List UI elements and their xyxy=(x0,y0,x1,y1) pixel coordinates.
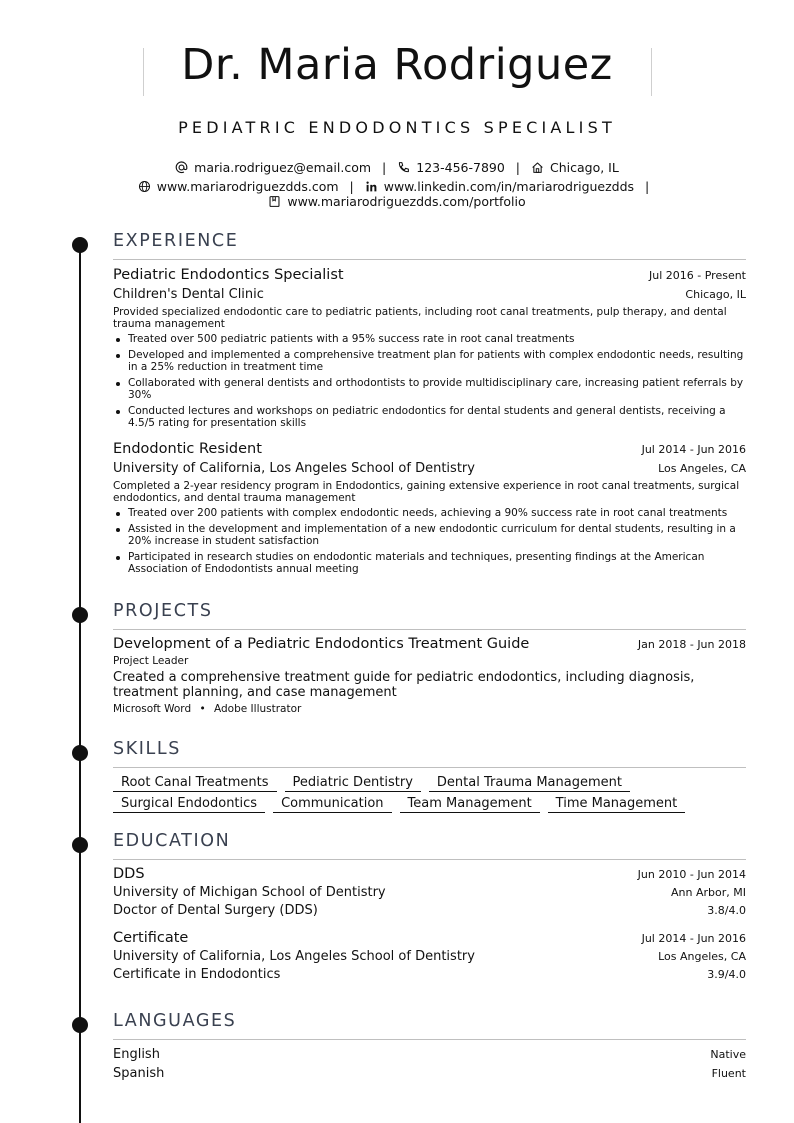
contact-row-2: www.mariarodriguezdds.com | www.linkedin.com/in/mariarodriguezdds | xyxy=(0,179,794,194)
project-entry xyxy=(113,636,746,715)
website-link[interactable]: www.mariarodriguezdds.com xyxy=(156,179,339,194)
school: University of Michigan School of Dentistry xyxy=(113,885,386,900)
job-summary: Completed a 2-year residency program in Endodontics, gaining extensive experience in root canal treatments, surgical endodontics, and dental trauma management xyxy=(113,480,740,504)
language-level: Native xyxy=(710,1048,746,1061)
language-level: Fluent xyxy=(711,1067,746,1080)
list-item: Developed and implemented a comprehensive treatment plan for patients with complex endodontic needs, resulting in a 25% reduction in treatment time xyxy=(113,349,746,373)
email-icon xyxy=(175,161,188,174)
timeline-line xyxy=(79,240,81,1123)
portfolio-icon xyxy=(268,195,281,208)
timeline-dot-skills xyxy=(72,745,88,761)
education-entry xyxy=(113,930,746,982)
job-title: PEDIATRIC ENDODONTICS SPECIALIST xyxy=(178,118,616,137)
degree: DDS xyxy=(113,866,145,882)
project-name: Development of a Pediatric Endodontics Treatment Guide xyxy=(113,636,530,652)
degree: Certificate xyxy=(113,930,189,946)
location-text: Chicago, IL xyxy=(550,160,619,175)
tool-tag: Adobe Illustrator xyxy=(214,703,302,715)
tool-tag: Microsoft Word xyxy=(113,703,192,715)
job-bullets xyxy=(113,333,746,429)
globe-icon xyxy=(138,180,151,193)
page-title: Dr. Maria Rodriguez xyxy=(181,40,613,90)
language-name: Spanish xyxy=(113,1066,165,1081)
school: University of California, Los Angeles School of Dentistry xyxy=(113,949,475,964)
skill-tag: Communication xyxy=(273,796,391,813)
school-location: Los Angeles, CA xyxy=(658,950,746,963)
list-item: Assisted in the development and implementation of a new endodontic curriculum for dental students, resulting in a 20% increase in student satisfaction xyxy=(113,523,746,547)
education-section xyxy=(113,831,746,982)
skill-tag: Root Canal Treatments xyxy=(113,775,277,792)
education-dates: Jul 2014 - Jun 2016 xyxy=(641,932,746,945)
skill-tag: Surgical Endodontics xyxy=(113,796,265,813)
language-name: English xyxy=(113,1047,160,1062)
section-divider xyxy=(113,859,746,860)
timeline-dot-education xyxy=(72,837,88,853)
skill-tag: Time Management xyxy=(548,796,686,813)
phone-icon xyxy=(397,161,410,174)
job-organization: Children's Dental Clinic xyxy=(113,287,264,302)
email-link[interactable]: maria.rodriguez@email.com xyxy=(194,160,372,175)
portfolio-link[interactable]: www.mariarodriguezdds.com/portfolio xyxy=(287,194,526,209)
skills-row xyxy=(113,796,746,813)
project-dates: Jan 2018 - Jun 2018 xyxy=(637,638,746,651)
section-divider xyxy=(113,629,746,630)
degree-detail: Certificate in Endodontics xyxy=(113,967,281,982)
job-location: Chicago, IL xyxy=(685,288,746,301)
timeline-dot-experience xyxy=(72,237,88,253)
linkedin-icon xyxy=(365,180,378,193)
skill-tag: Pediatric Dentistry xyxy=(285,775,421,792)
section-divider xyxy=(113,767,746,768)
section-divider xyxy=(113,259,746,260)
section-title: PROJECTS xyxy=(113,601,213,621)
degree-detail: Doctor of Dental Surgery (DDS) xyxy=(113,903,318,918)
phone-link[interactable]: 123-456-7890 xyxy=(416,160,505,175)
list-item: Collaborated with general dentists and orthodontists to provide multidisciplinary care, increasing patient referrals by 30% xyxy=(113,377,746,401)
contact-row-1: maria.rodriguez@email.com | 123-456-7890 | Chicago, IL xyxy=(0,160,794,175)
education-dates: Jun 2010 - Jun 2014 xyxy=(637,868,746,881)
gpa: 3.9/4.0 xyxy=(707,968,746,981)
list-item: Treated over 500 pediatric patients with a 95% success rate in root canal treatments xyxy=(113,333,746,345)
project-role: Project Leader xyxy=(113,655,189,667)
experience-entry xyxy=(113,267,746,429)
job-dates: Jul 2016 - Present xyxy=(649,269,746,282)
language-row xyxy=(113,1066,746,1081)
timeline-dot-projects xyxy=(72,607,88,623)
skills-row xyxy=(113,775,746,792)
project-description: Created a comprehensive treatment guide for pediatric endodontics, including diagnosis, treatment planning, and case management xyxy=(113,670,695,700)
job-organization: University of California, Los Angeles School of Dentistry xyxy=(113,461,475,476)
job-role: Pediatric Endodontics Specialist xyxy=(113,267,344,283)
experience-entry xyxy=(113,441,746,575)
project-tools: Microsoft Word • Adobe Illustrator xyxy=(113,703,302,715)
skill-tag: Dental Trauma Management xyxy=(429,775,630,792)
experience-section xyxy=(113,231,746,579)
skill-tag: Team Management xyxy=(400,796,540,813)
job-summary: Provided specialized endodontic care to pediatric patients, including root canal treatments, pulp therapy, and dental trauma management xyxy=(113,306,727,330)
section-title: LANGUAGES xyxy=(113,1011,237,1031)
school-location: Ann Arbor, MI xyxy=(671,886,746,899)
job-bullets xyxy=(113,507,746,575)
language-row xyxy=(113,1047,746,1062)
section-title: EDUCATION xyxy=(113,831,231,851)
education-entry xyxy=(113,866,746,918)
section-title: SKILLS xyxy=(113,739,181,759)
timeline-dot-languages xyxy=(72,1017,88,1033)
list-item: Conducted lectures and workshops on pediatric endodontics for dental students and general dentists, receiving a 4.5/5 rating for presentation skills xyxy=(113,405,746,429)
job-role: Endodontic Resident xyxy=(113,441,262,457)
job-location: Los Angeles, CA xyxy=(658,462,746,475)
projects-section xyxy=(113,601,746,715)
list-item: Participated in research studies on endodontic materials and techniques, presenting findings at the American Association of Endodontists annual meeting xyxy=(113,551,746,575)
linkedin-link[interactable]: www.linkedin.com/in/mariarodriguezdds xyxy=(383,179,635,194)
skills-section xyxy=(113,739,746,817)
contact-row-3 xyxy=(0,194,794,209)
job-dates: Jul 2014 - Jun 2016 xyxy=(641,443,746,456)
home-icon xyxy=(531,161,544,174)
gpa: 3.8/4.0 xyxy=(707,904,746,917)
list-item: Treated over 200 patients with complex endodontic needs, achieving a 90% success rate in root canal treatments xyxy=(113,507,746,519)
section-divider xyxy=(113,1039,746,1040)
section-title: EXPERIENCE xyxy=(113,231,239,251)
languages-section xyxy=(113,1011,746,1081)
